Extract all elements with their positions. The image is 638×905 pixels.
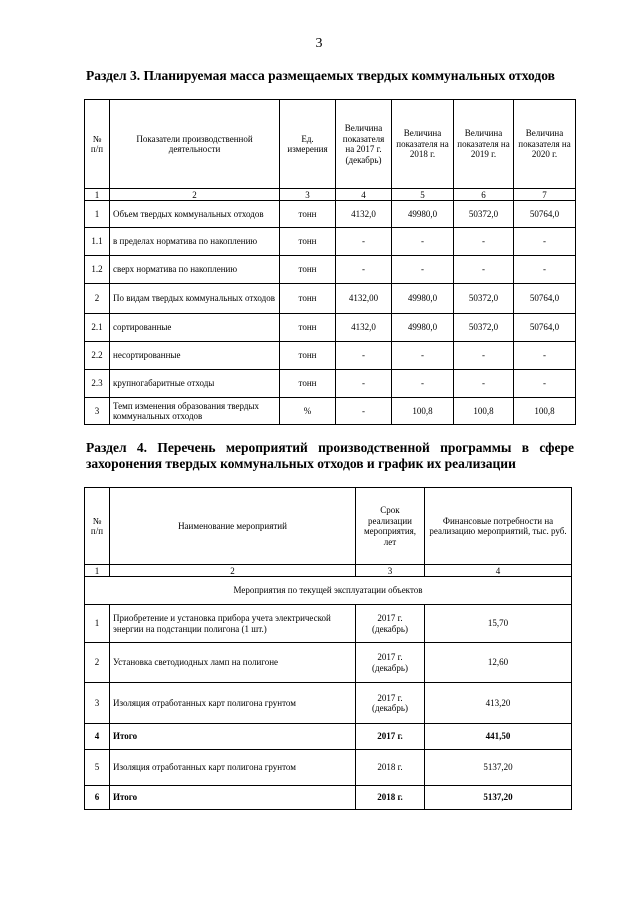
cell-2020: - bbox=[514, 256, 576, 284]
table-row bbox=[85, 314, 576, 342]
header-2017: Величина показателя на 2017 г. (декабрь) bbox=[336, 100, 392, 189]
cell-2019: - bbox=[454, 256, 514, 284]
cell-2018: - bbox=[392, 256, 454, 284]
colnum: 1 bbox=[85, 189, 110, 201]
colnum: 6 bbox=[454, 189, 514, 201]
cell-2017: - bbox=[336, 228, 392, 256]
cell-2017: - bbox=[336, 342, 392, 370]
colnum: 7 bbox=[514, 189, 576, 201]
cell-name: крупногабаритные отходы bbox=[110, 370, 280, 398]
cell-unit: тонн bbox=[280, 256, 336, 284]
cell-term: 2018 г. bbox=[356, 750, 425, 786]
cell-name: Итого bbox=[110, 724, 356, 750]
cell-2019: 50372,0 bbox=[454, 201, 514, 228]
cell-finance: 15,70 bbox=[425, 605, 572, 643]
cell-name: сортированные bbox=[110, 314, 280, 342]
header-num: № п/п bbox=[85, 488, 110, 565]
cell-2018: 100,8 bbox=[392, 398, 454, 425]
cell-2019: - bbox=[454, 228, 514, 256]
cell-num: 2.1 bbox=[85, 314, 110, 342]
colnum: 4 bbox=[336, 189, 392, 201]
table-row bbox=[85, 201, 576, 228]
cell-2018: - bbox=[392, 228, 454, 256]
cell-name: Изоляция отработанных карт полигона грунтом bbox=[110, 683, 356, 724]
header-2019: Величина показателя на 2019 г. bbox=[454, 100, 514, 189]
column-number-row bbox=[85, 189, 576, 201]
cell-finance: 441,50 bbox=[425, 724, 572, 750]
cell-finance: 5137,20 bbox=[425, 786, 572, 810]
cell-name: Изоляция отработанных карт полигона грунтом bbox=[110, 750, 356, 786]
cell-2017: 4132,0 bbox=[336, 314, 392, 342]
cell-2018: - bbox=[392, 342, 454, 370]
cell-2019: 50372,0 bbox=[454, 314, 514, 342]
cell-num: 2 bbox=[85, 284, 110, 314]
cell-term: 2017 г. (декабрь) bbox=[356, 683, 425, 724]
table-row bbox=[85, 643, 572, 683]
cell-2018: 49980,0 bbox=[392, 284, 454, 314]
cell-num: 1.1 bbox=[85, 228, 110, 256]
cell-2017: 4132,0 bbox=[336, 201, 392, 228]
header-name: Наименование мероприятий bbox=[110, 488, 356, 565]
cell-term: 2017 г. (декабрь) bbox=[356, 605, 425, 643]
table-row bbox=[85, 398, 576, 425]
cell-name: Темп изменения образования твердых коммунальных отходов bbox=[110, 398, 280, 425]
cell-2020: 50764,0 bbox=[514, 201, 576, 228]
cell-2018: - bbox=[392, 370, 454, 398]
colnum: 3 bbox=[280, 189, 336, 201]
table-row bbox=[85, 370, 576, 398]
cell-name: в пределах норматива по накоплению bbox=[110, 228, 280, 256]
cell-2017: 4132,00 bbox=[336, 284, 392, 314]
cell-num: 1 bbox=[85, 605, 110, 643]
header-term: Срок реализации мероприятия, лет bbox=[356, 488, 425, 565]
header-2018: Величина показателя на 2018 г. bbox=[392, 100, 454, 189]
cell-2020: - bbox=[514, 342, 576, 370]
cell-unit: тонн bbox=[280, 284, 336, 314]
header-num: № п/п bbox=[85, 100, 110, 189]
colnum: 5 bbox=[392, 189, 454, 201]
cell-2018: 49980,0 bbox=[392, 201, 454, 228]
table-row bbox=[85, 256, 576, 284]
colnum: 3 bbox=[356, 565, 425, 577]
cell-unit: тонн bbox=[280, 370, 336, 398]
cell-2020: - bbox=[514, 370, 576, 398]
table-header-row bbox=[85, 488, 572, 565]
section3-title: Раздел 3. Планируемая масса размещаемых твердых коммунальных отходов bbox=[86, 68, 555, 83]
cell-2019: - bbox=[454, 342, 514, 370]
header-2020: Величина показателя на 2020 г. bbox=[514, 100, 576, 189]
cell-2020: - bbox=[514, 228, 576, 256]
cell-2019: 50372,0 bbox=[454, 284, 514, 314]
header-unit: Ед. измерения bbox=[280, 100, 336, 189]
cell-2017: - bbox=[336, 398, 392, 425]
section4-table bbox=[84, 487, 572, 810]
cell-term: 2018 г. bbox=[356, 786, 425, 810]
section3-table bbox=[84, 99, 576, 425]
cell-name: Приобретение и установка прибора учета электрической энергии на подстанции полигона (1 шт.) bbox=[110, 605, 356, 643]
table-row bbox=[85, 284, 576, 314]
section4-title: Раздел 4. Перечень мероприятий производственной программы в сфере захоронения твердых коммунальных отходов и график их реализации bbox=[86, 440, 574, 471]
cell-2019: 100,8 bbox=[454, 398, 514, 425]
cell-2020: 50764,0 bbox=[514, 314, 576, 342]
cell-2020: 50764,0 bbox=[514, 284, 576, 314]
header-indicator: Показатели производственной деятельности bbox=[110, 100, 280, 189]
cell-finance: 413,20 bbox=[425, 683, 572, 724]
cell-name: Объем твердых коммунальных отходов bbox=[110, 201, 280, 228]
cell-unit: % bbox=[280, 398, 336, 425]
cell-num: 4 bbox=[85, 724, 110, 750]
cell-unit: тонн bbox=[280, 314, 336, 342]
colnum: 4 bbox=[425, 565, 572, 577]
header-finance: Финансовые потребности на реализацию мероприятий, тыс. руб. bbox=[425, 488, 572, 565]
cell-unit: тонн bbox=[280, 342, 336, 370]
cell-2017: - bbox=[336, 370, 392, 398]
cell-num: 2.3 bbox=[85, 370, 110, 398]
table-header-row bbox=[85, 100, 576, 189]
cell-name: По видам твердых коммунальных отходов bbox=[110, 284, 280, 314]
cell-num: 1 bbox=[85, 201, 110, 228]
cell-2017: - bbox=[336, 256, 392, 284]
column-number-row bbox=[85, 565, 572, 577]
table-row-total bbox=[85, 786, 572, 810]
cell-name: несортированные bbox=[110, 342, 280, 370]
cell-finance: 12,60 bbox=[425, 643, 572, 683]
cell-num: 5 bbox=[85, 750, 110, 786]
cell-num: 1.2 bbox=[85, 256, 110, 284]
cell-unit: тонн bbox=[280, 228, 336, 256]
cell-term: 2017 г. (декабрь) bbox=[356, 643, 425, 683]
cell-num: 2.2 bbox=[85, 342, 110, 370]
group-row bbox=[85, 577, 572, 605]
cell-num: 2 bbox=[85, 643, 110, 683]
page-number: 3 bbox=[315, 36, 323, 51]
table-row bbox=[85, 228, 576, 256]
cell-name: сверх норматива по накоплению bbox=[110, 256, 280, 284]
cell-name: Установка светодиодных ламп на полигоне bbox=[110, 643, 356, 683]
table-row bbox=[85, 750, 572, 786]
cell-unit: тонн bbox=[280, 201, 336, 228]
colnum: 1 bbox=[85, 565, 110, 577]
colnum: 2 bbox=[110, 189, 280, 201]
cell-2019: - bbox=[454, 370, 514, 398]
group-title: Мероприятия по текущей эксплуатации объектов bbox=[85, 577, 572, 605]
table-row bbox=[85, 683, 572, 724]
cell-num: 3 bbox=[85, 683, 110, 724]
cell-2020: 100,8 bbox=[514, 398, 576, 425]
cell-finance: 5137,20 bbox=[425, 750, 572, 786]
cell-num: 3 bbox=[85, 398, 110, 425]
table-row-total bbox=[85, 724, 572, 750]
table-row bbox=[85, 342, 576, 370]
cell-2018: 49980,0 bbox=[392, 314, 454, 342]
colnum: 2 bbox=[110, 565, 356, 577]
cell-num: 6 bbox=[85, 786, 110, 810]
cell-name: Итого bbox=[110, 786, 356, 810]
table-row bbox=[85, 605, 572, 643]
cell-term: 2017 г. bbox=[356, 724, 425, 750]
